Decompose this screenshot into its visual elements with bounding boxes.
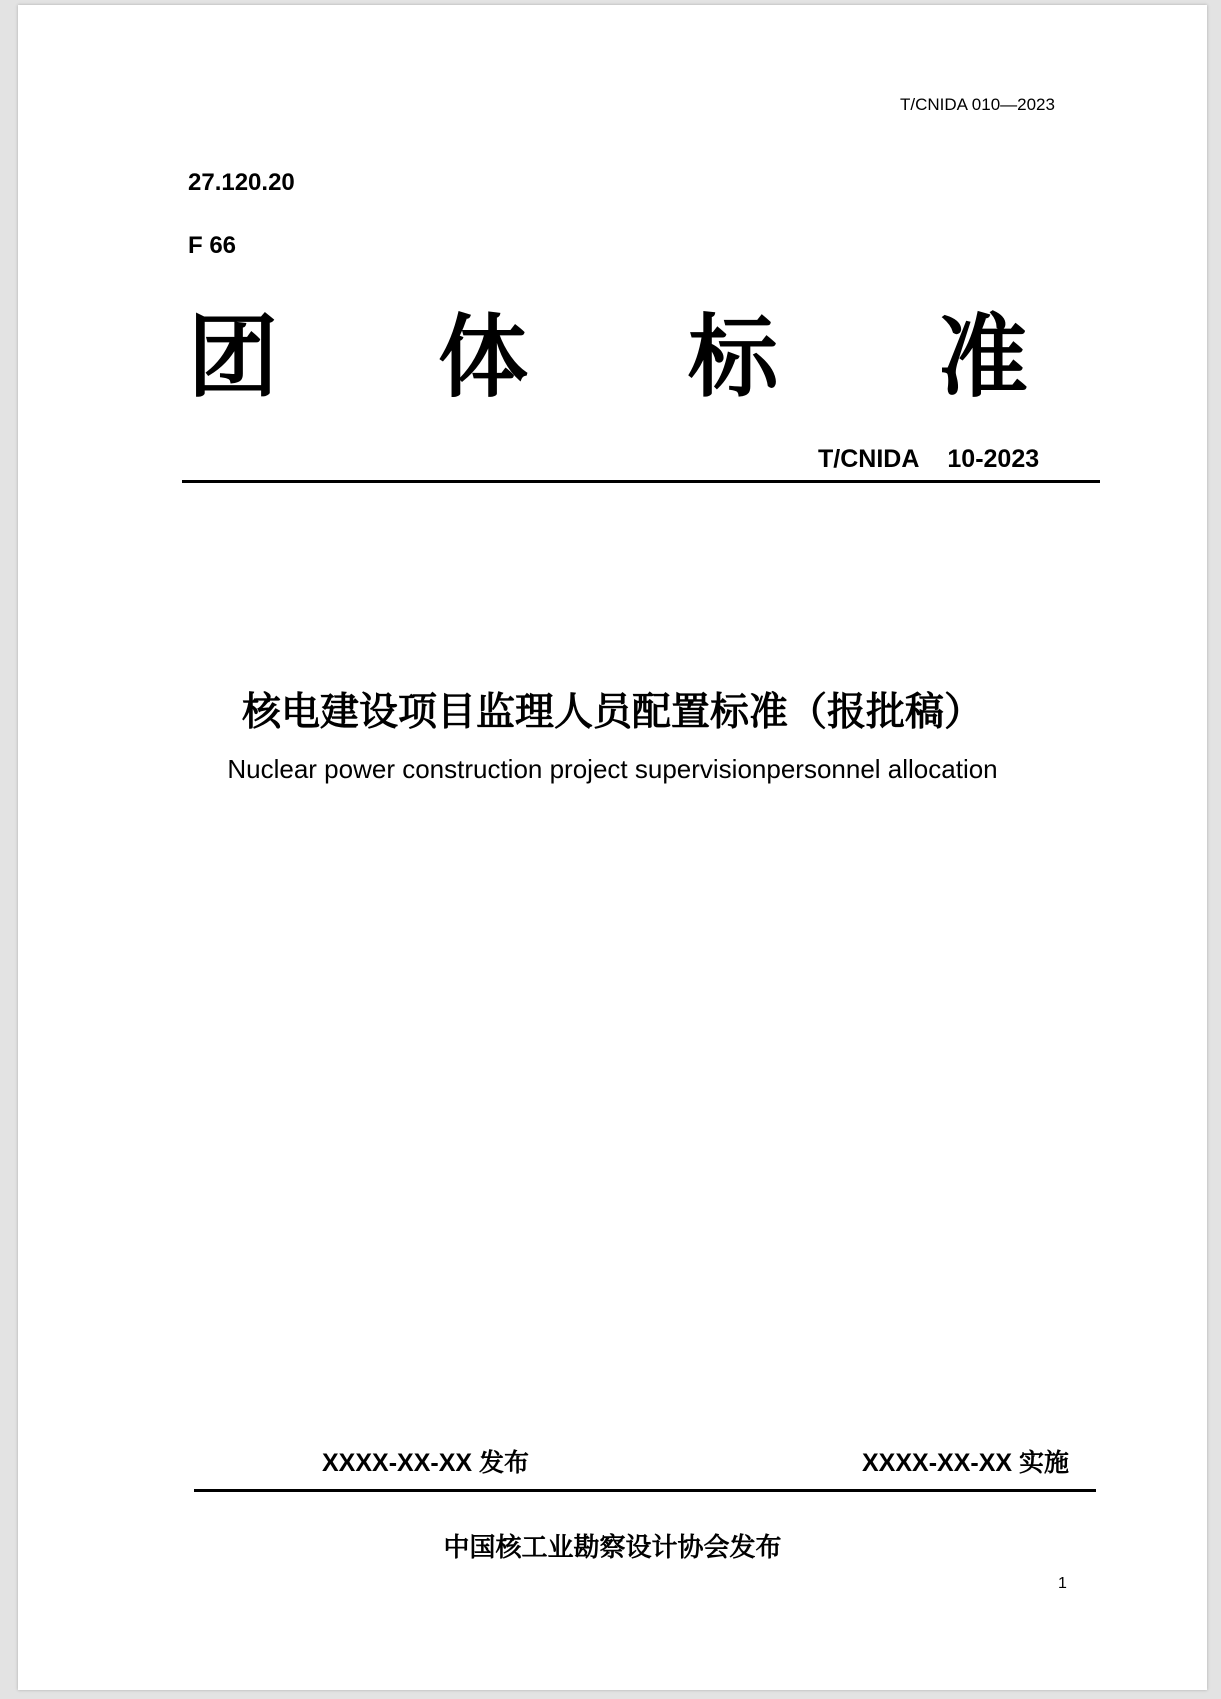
standard-type-char: 体 (438, 305, 528, 410)
ccs-code: F 66 (188, 232, 237, 259)
publisher: 中国核工业勘察设计协会发布 (443, 1533, 782, 1563)
top-divider (182, 480, 1100, 483)
document-page (18, 5, 1207, 1690)
publish-date: XXXX-XX-XX 发布 (322, 1449, 529, 1477)
standard-number-value: 10-2023 (947, 445, 1040, 473)
bottom-divider (194, 1489, 1096, 1492)
standard-number (818, 445, 1039, 474)
document-title-en: Nuclear power construction project supervisionpersonnel allocation (227, 754, 998, 784)
standard-type-char: 标 (688, 305, 778, 410)
page-number: 1 (1058, 1575, 1067, 1592)
implement-date: XXXX-XX-XX 实施 (862, 1449, 1069, 1477)
header-doc-code: T/CNIDA 010—2023 (900, 95, 1055, 114)
standard-type-char: 团 (188, 305, 278, 410)
ics-code: 27.120.20 (188, 169, 295, 196)
standard-type-char: 准 (938, 305, 1028, 410)
standard-number-prefix: T/CNIDA (818, 445, 920, 473)
standard-type-heading (188, 305, 1028, 410)
document-title-zh: 核电建设项目监理人员配置标准（报批稿） (241, 690, 983, 735)
